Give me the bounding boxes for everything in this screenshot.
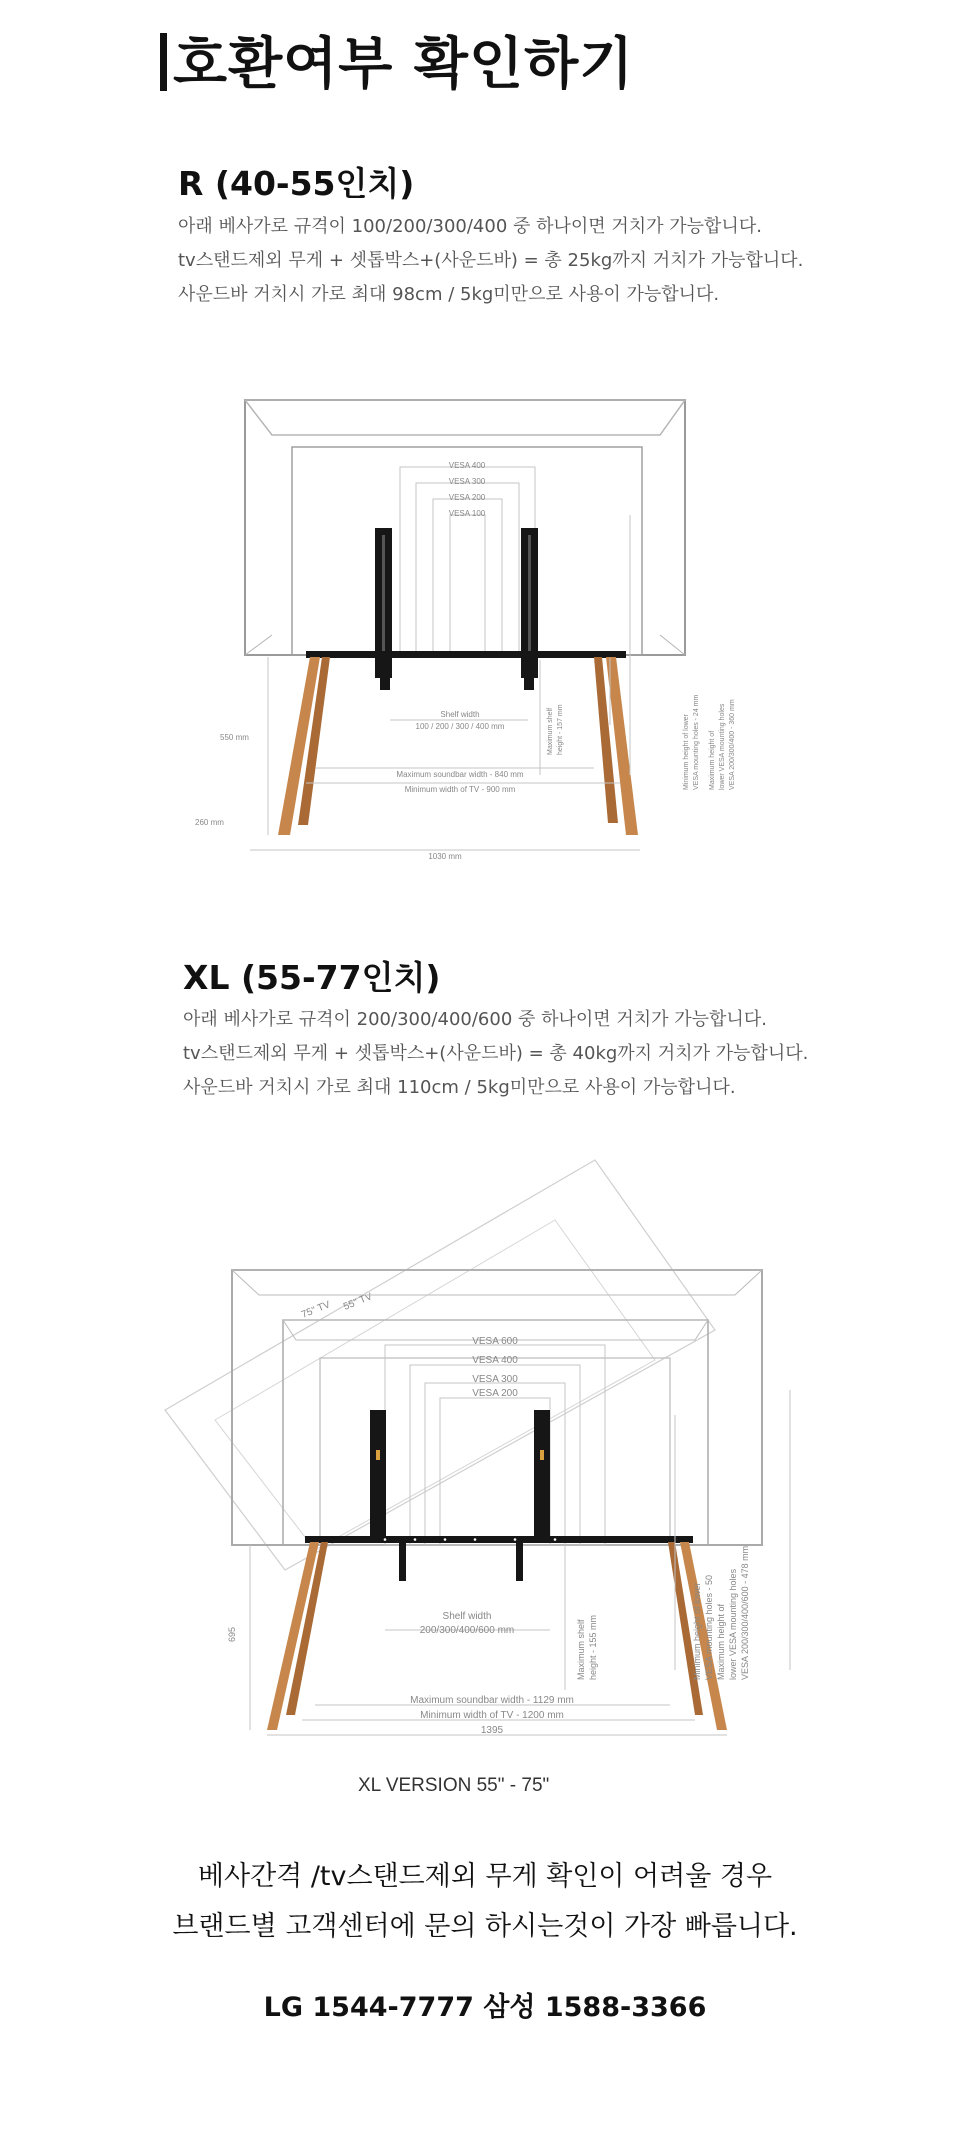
- r-max-shelf: Maximum shelf: [547, 707, 554, 755]
- xl-vesa-holes-50: VESA mounting holes - 50: [704, 1574, 714, 1680]
- section-xl-line-1: 아래 베사가로 규격이 200/300/400/600 중 하나이면 거치가 가능합니다.: [183, 1009, 767, 1030]
- xl-lower-vesa: lower VESA mounting holes: [728, 1568, 738, 1680]
- r-vesa-range: VESA 200/300/400 - 360 mm: [729, 699, 736, 790]
- r-vesa-100: VESA 100: [448, 509, 486, 518]
- xl-width-1395: 1395: [480, 1725, 504, 1736]
- section-xl-title: XL (55-77인치): [183, 958, 441, 997]
- r-height-550: 550 mm: [220, 733, 249, 742]
- page-title: [160, 30, 634, 100]
- section-xl-line-2: tv스탠드제외 무게 + 셋톱박스+(사운드바) = 총 40kg까지 거치가 가능합니다.: [183, 1043, 809, 1064]
- xl-bracket-left: [370, 1410, 386, 1538]
- r-tv-outer: [245, 400, 685, 655]
- r-stand-diagram: [190, 395, 780, 865]
- r-vesa-400: VESA 400: [448, 461, 486, 470]
- xl-tv75-label: 75" TV: [300, 1299, 332, 1321]
- xl-vesa-300: VESA 300: [472, 1374, 518, 1385]
- xl-version-caption: XL VERSION 55" - 75": [358, 1775, 550, 1796]
- section-xl-line-3: 사운드바 거치시 가로 최대 110cm / 5kg미만으로 사용이 가능합니다.: [183, 1077, 736, 1098]
- r-lower-vesa: lower VESA mounting holes: [719, 703, 726, 790]
- xl-min-height-lower: Minimum height of lower: [692, 1582, 702, 1680]
- section-xl-description: [183, 1003, 808, 1105]
- xl-vesa-200: VESA 200: [472, 1388, 518, 1399]
- r-leg-260: 260 mm: [195, 818, 224, 827]
- xl-shelf-width: Shelf width: [442, 1611, 492, 1622]
- r-crossbar: [306, 651, 626, 658]
- r-max-height-of: Maximum height of: [709, 730, 716, 790]
- r-min-tv: Minimum width of TV - 900 mm: [404, 785, 516, 794]
- r-min-height-lower: Minimum height of lower: [683, 714, 690, 790]
- r-vesa-holes-24: VESA mounting holes - 24 mm: [693, 694, 700, 790]
- xl-max-shelf: Maximum shelf: [576, 1619, 586, 1680]
- xl-max-shelf-height: height - 155 mm: [588, 1614, 598, 1680]
- xl-vesa-600: VESA 600: [472, 1336, 518, 1347]
- section-r-title: R (40-55인치): [178, 164, 415, 203]
- notice-line-1: 베사간격 /tv스탠드제외 무게 확인이 어려울 경우: [197, 1861, 773, 1892]
- notice-line-2: 브랜드별 고객센터에 문의 하시는것이 가장 빠릅니다.: [172, 1911, 798, 1942]
- r-shelf-width: Shelf width: [440, 710, 480, 719]
- section-r-line-2: tv스탠드제외 무게 + 셋톱박스+(사운드바) = 총 25kg까지 거치가 가능합니다.: [178, 250, 804, 271]
- title-bar: [160, 33, 167, 91]
- r-max-soundbar: Maximum soundbar width - 840 mm: [396, 770, 524, 779]
- xl-shelf-width-values: 200/300/400/600 mm: [419, 1625, 515, 1636]
- xl-tv55-label: 55" TV: [342, 1291, 374, 1313]
- xl-height-695: 695: [227, 1626, 237, 1642]
- notice: [0, 1852, 970, 1952]
- xl-max-height-of: Maximum height of: [716, 1603, 726, 1680]
- r-vesa-300: VESA 300: [448, 477, 486, 486]
- r-width-1030: 1030 mm: [428, 852, 462, 861]
- page-title-text: 호환여부 확인하기: [173, 32, 635, 97]
- xl-vesa-range: VESA 200/300/400/600 - 478 mm: [740, 1545, 750, 1680]
- xl-crossbar: [305, 1536, 693, 1543]
- xl-tv-inner: [283, 1320, 708, 1545]
- r-shelf-width-values: 100 / 200 / 300 / 400 mm: [415, 722, 505, 731]
- xl-min-tv: Minimum width of TV - 1200 mm: [420, 1710, 564, 1721]
- section-r-description: [178, 210, 803, 312]
- contact-numbers: LG 1544-7777 삼성 1588-3366: [263, 1992, 707, 2023]
- section-r-line-3: 사운드바 거치시 가로 최대 98cm / 5kg미만으로 사용이 가능합니다.: [178, 284, 720, 305]
- r-max-shelf-height: height - 157 mm: [557, 704, 564, 755]
- section-r-line-1: 아래 베사가로 규격이 100/200/300/400 중 하나이면 거치가 가능합니다.: [178, 216, 762, 237]
- xl-max-soundbar: Maximum soundbar width - 1129 mm: [410, 1695, 574, 1706]
- xl-bracket-right: [534, 1410, 550, 1538]
- xl-stand-diagram: [155, 1150, 815, 1740]
- r-vesa-200: VESA 200: [448, 493, 486, 502]
- xl-vesa-400: VESA 400: [472, 1355, 518, 1366]
